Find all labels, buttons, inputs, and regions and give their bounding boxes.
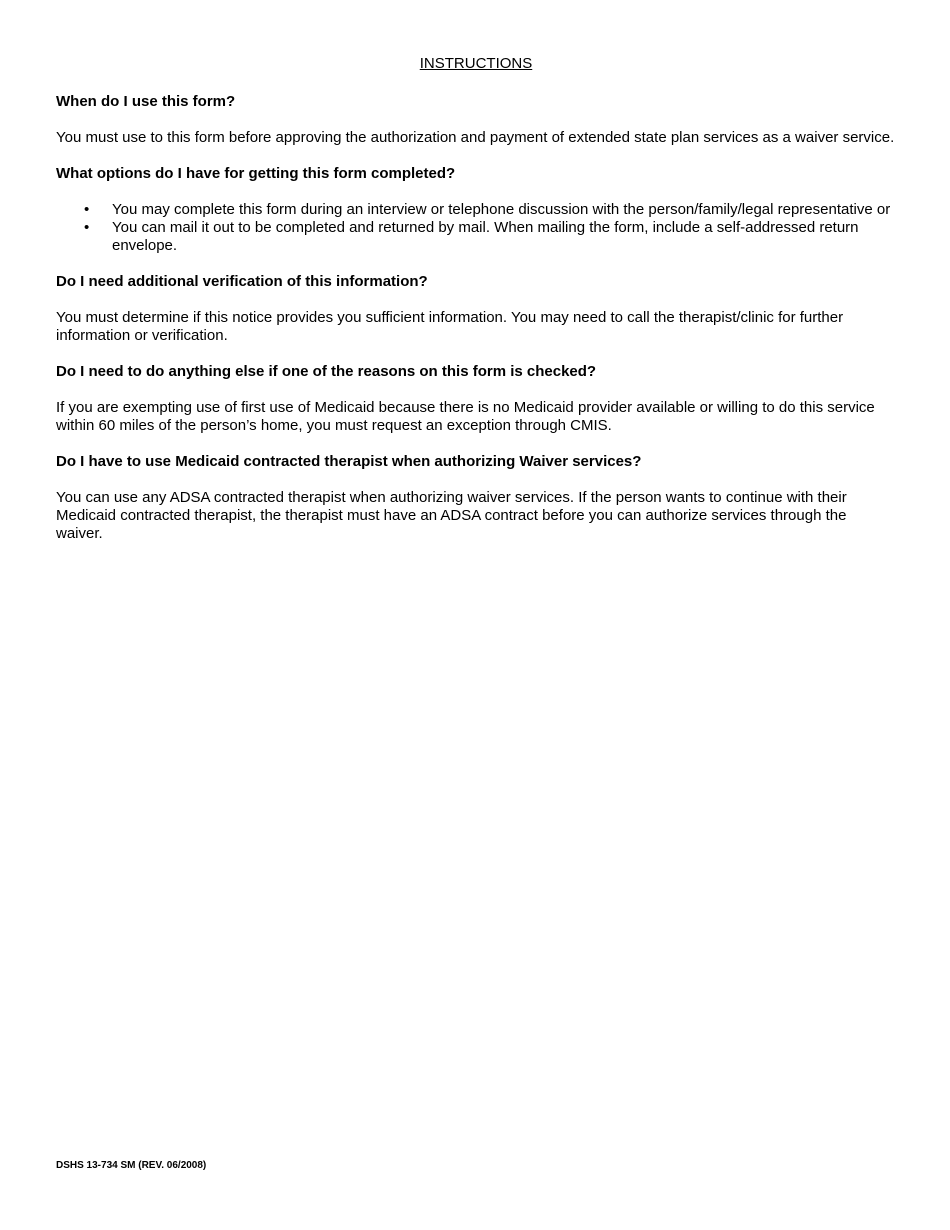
section-heading-options: What options do I have for getting this form completed? (56, 165, 456, 182)
section-text-reasons: If you are exempting use of first use of Medicaid because there is no Medicaid provider available or willing to do this service within 60 miles of the person’s home, you must request an exception through CMIS. (56, 399, 875, 434)
list-item (56, 201, 896, 219)
section-heading-verification: Do I need additional verification of this information? (56, 273, 428, 290)
list-item-text: You may complete this form during an interview or telephone discussion with the person/family/legal representative or (112, 201, 891, 218)
section-heading-therapist: Do I have to use Medicaid contracted therapist when authorizing Waiver services? (56, 453, 642, 470)
section-text-when-use: You must use to this form before approving the authorization and payment of extended state plan services as a waiver service. (56, 129, 895, 146)
bullet-icon: • (84, 219, 90, 236)
instructions-page (56, 55, 896, 561)
section-text-verification: You must determine if this notice provides you sufficient information. You may need to call the therapist/clinic for further information or verification. (56, 309, 844, 344)
list-item-text: You can mail it out to be completed and returned by mail. When mailing the form, include a self-addressed return envelope. (112, 219, 859, 254)
page-title: INSTRUCTIONS (419, 55, 533, 72)
section-text-therapist: You can use any ADSA contracted therapist when authorizing waiver services. If the person wants to continue with their Medicaid contracted therapist, the therapist must have an ADSA contract before you can authorize services through the waiver. (56, 489, 847, 542)
form-number-footer: DSHS 13-734 SM (REV. 06/2008) (56, 1160, 207, 1171)
section-heading-reasons: Do I need to do anything else if one of the reasons on this form is checked? (56, 363, 597, 380)
list-item (56, 219, 896, 255)
options-list (56, 201, 896, 255)
bullet-icon: • (84, 201, 90, 218)
section-heading-when-use: When do I use this form? (56, 93, 236, 110)
